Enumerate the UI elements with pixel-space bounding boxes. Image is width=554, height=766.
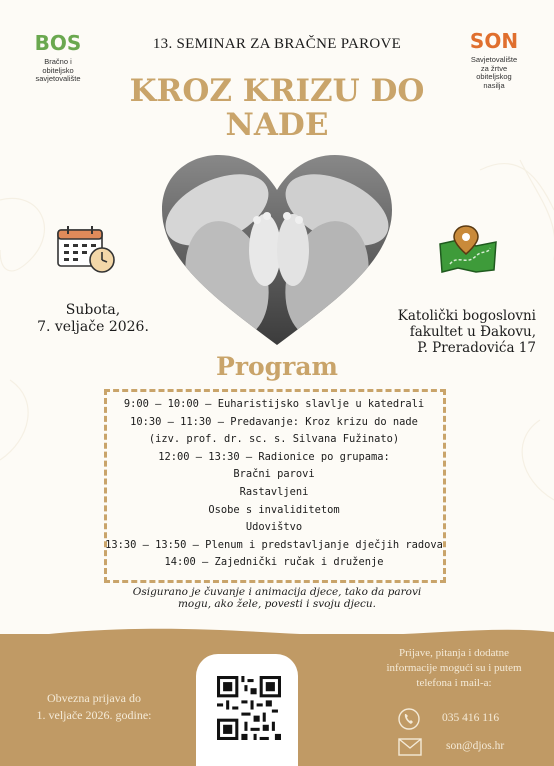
location-line1: Katolički bogoslovni <box>397 308 536 324</box>
logo-right-line4: nasilja <box>483 80 505 90</box>
logo-left-line3: savjetovalište <box>35 74 81 83</box>
contact-info <box>362 646 546 691</box>
note-line2: mogu, ako žele, povesti i svoju djecu. <box>177 598 377 610</box>
registration-line2: 1. veljače 2026. godine: <box>36 708 152 722</box>
event-day: Subota, <box>65 302 121 318</box>
email-address[interactable]: son@djos.hr <box>446 740 505 752</box>
logo-left-line2: obiteljsko <box>42 65 74 75</box>
main-title-line1: KROZ KRIZU DO <box>129 73 425 109</box>
contact-line2: informacije mogući su i putem <box>386 662 522 674</box>
registration-line1: Obvezna prijava do <box>47 691 141 705</box>
event-date <box>28 302 158 336</box>
location-line2: fakultet u Đakovu, <box>409 324 536 340</box>
logo-right-line1: Savjetovalište <box>470 55 518 64</box>
bos-mark-text: BOS <box>34 31 82 54</box>
childcare-note <box>80 586 474 610</box>
program-item: 12:00 – 13:30 – Radionice po grupama: <box>158 450 390 463</box>
location-line3: P. Preradovića 17 <box>417 340 536 356</box>
program-heading: Program <box>216 352 338 381</box>
event-location <box>366 308 536 356</box>
program-item: 13:30 – 13:50 – Plenum i predstavljanje dječjih radova <box>105 538 443 551</box>
note-line1: Osigurano je čuvanje i animacija djece, tako da parovi <box>132 586 422 598</box>
registration-note <box>14 690 174 724</box>
contact-line3: telefona i mail-a: <box>416 677 492 689</box>
seminar-title: 13. SEMINAR ZA BRAČNE PAROVE <box>152 36 402 52</box>
program-item: 9:00 – 10:00 – Euharistijsko slavlje u katedrali <box>123 398 425 410</box>
phone-icon <box>398 708 420 730</box>
main-title <box>100 74 454 142</box>
program-list <box>100 396 448 572</box>
program-item: Rastavljeni <box>239 485 309 498</box>
phone-number[interactable]: 035 416 116 <box>442 712 500 724</box>
logo-right-line2: za žrtve <box>480 63 508 73</box>
program-item: 10:30 – 11:30 – Predavanje: Kroz krizu do nade <box>130 415 418 428</box>
program-item: Bračni parovi <box>233 468 315 481</box>
logo-right-line3: obiteljskog <box>476 72 512 81</box>
map-pin-icon <box>436 224 500 274</box>
heart-hands-photo <box>157 150 397 350</box>
event-date-value: 7. veljače 2026. <box>37 319 149 335</box>
logo-left-line1: Bračno i <box>44 57 72 66</box>
mail-icon <box>398 738 422 756</box>
program-item: Osobe s invaliditetom <box>208 503 340 516</box>
program-item: Udovištvo <box>245 521 303 534</box>
calendar-clock-icon <box>56 224 116 274</box>
program-item: (izv. prof. dr. sc. s. Silvana Fužinato) <box>148 433 400 446</box>
qr-code[interactable] <box>217 676 281 740</box>
contact-line1: Prijave, pitanja i dodatne <box>399 647 509 659</box>
main-title-line2: NADE <box>225 107 329 143</box>
program-item: 14:00 – Zajednički ručak i druženje <box>164 556 384 569</box>
son-mark-text: SON <box>469 29 519 52</box>
